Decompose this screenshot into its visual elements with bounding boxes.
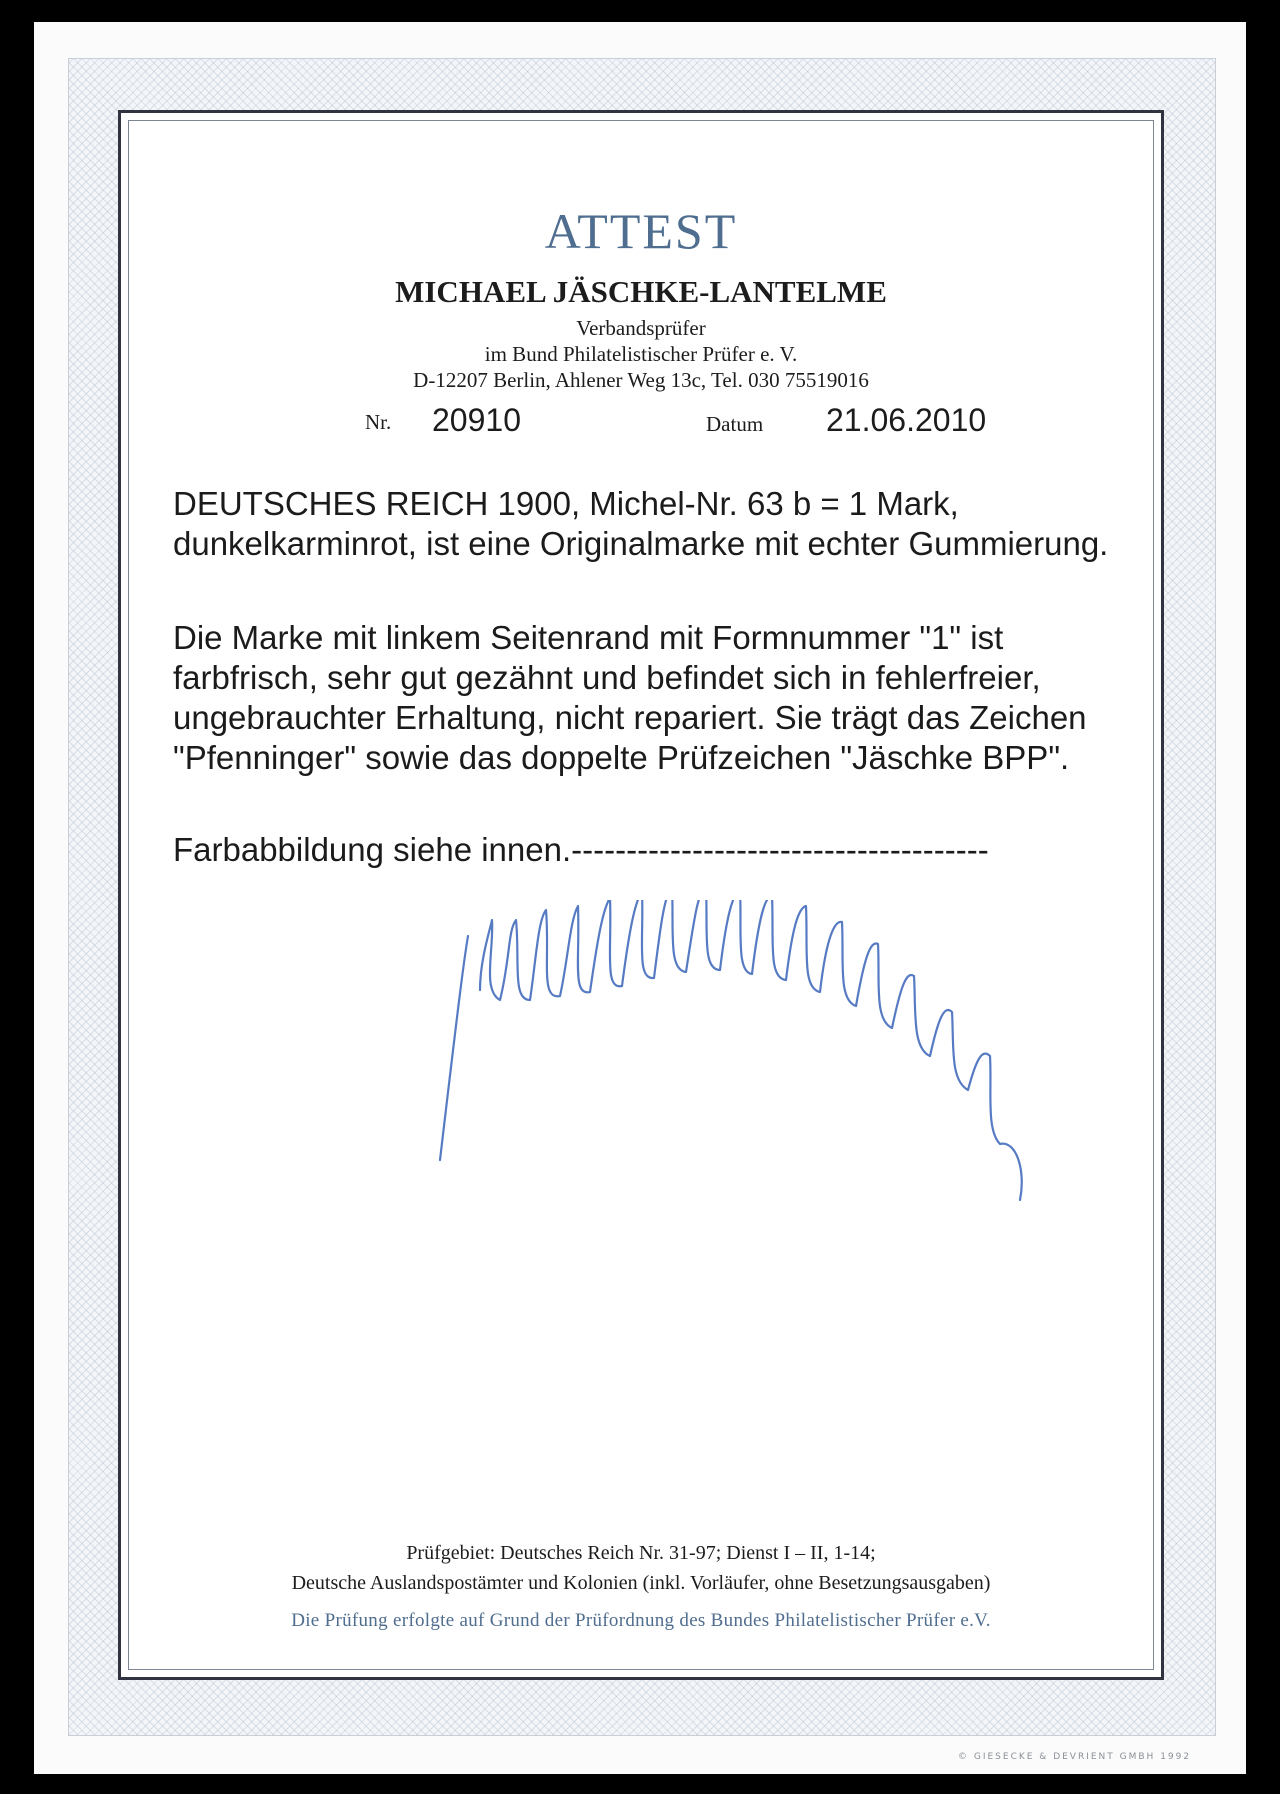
certificate-number: 20910 (432, 402, 521, 438)
certificate-date: 21.06.2010 (826, 402, 987, 438)
certificate-title: ATTEST (544, 203, 738, 259)
image-note: Farbabbildung siehe innen.-------------------------------------- (173, 831, 989, 868)
condition-description: Die Marke mit linkem Seitenrand mit Formnummer "1" ist farbfrisch, sehr gut gezähnt und befindet sich in fehlerfreier, ungebrauchter Erhaltung, nicht repariert. Sie trägt das Zeichen "Pfenninger" sowie das doppelte Prüfzeichen "Jäschke BPP". (173, 619, 1087, 776)
examiner-role: Verbandsprüfer (576, 316, 706, 340)
examiner-name: MICHAEL JÄSCHKE-LANTELME (395, 274, 887, 309)
number-label: Nr. (365, 410, 392, 434)
regulation-note: Die Prüfung erfolgte auf Grund der Prüfordnung des Bundes Philatelistischer Prüfer e.V. (291, 1610, 991, 1631)
examiner-association: im Bund Philatelistischer Prüfer e. V. (484, 342, 798, 366)
scope-line-1: Prüfgebiet: Deutsches Reich Nr. 31-97; Dienst I – II, 1-14; (406, 1542, 876, 1564)
examiner-address: D-12207 Berlin, Ahlener Weg 13c, Tel. 030 75519016 (413, 368, 869, 392)
date-label: Datum (706, 412, 764, 436)
handwritten-signature (420, 900, 1220, 1240)
printer-credit: © GIESECKE & DEVRIENT GMBH 1992 (958, 1752, 1192, 1762)
stamp-description: DEUTSCHES REICH 1900, Michel-Nr. 63 b = 1 Mark, dunkelkarminrot, ist eine Originalmarke mit echter Gummierung. (173, 485, 1109, 562)
scope-line-2: Deutsche Auslandspostämter und Kolonien (inkl. Vorläufer, ohne Besetzungsausgaben) (291, 1572, 991, 1594)
certificate-content (140, 132, 1142, 1658)
